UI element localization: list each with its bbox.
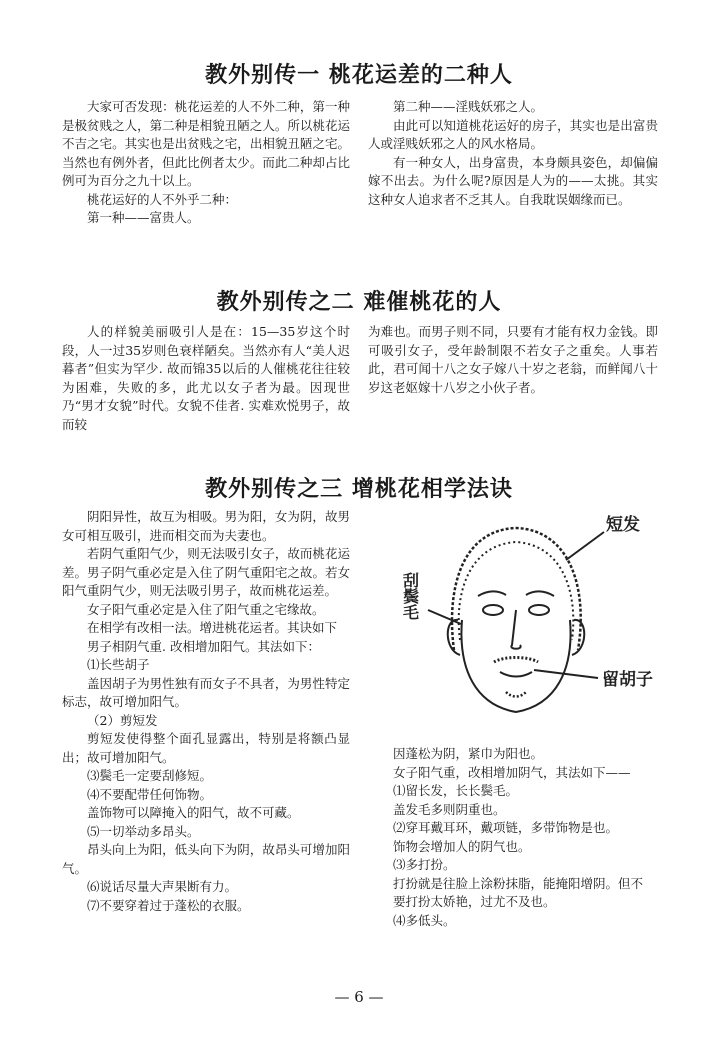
paragraph: 桃花运好的人不外乎二种： <box>87 191 238 207</box>
paragraph: 因蓬松为阴，紧巾为阳也。 <box>393 746 544 761</box>
list-item: ⑵穿耳戴耳环，戴项链，多带饰物是也。 <box>393 820 619 835</box>
face-illustration <box>366 500 666 735</box>
paragraph: 由此可以知道桃花运好的房子，其实也是出富贵人或淫贱妖邪之人的风水格局。 <box>368 117 658 151</box>
list-item: （2）剪短发 <box>87 712 158 728</box>
paragraph: 盖饰物可以障掩入的阳气，故不可藏。 <box>87 805 300 820</box>
list-item: ⑴留长发，长长鬓毛。 <box>393 783 519 798</box>
paragraph: 大家可否发现：桃花运差的人不外二种，第一种是极贫贱之人，第二种是相貌丑陋之人。所以桃花运不吉之宅。其实也是出贫贱之宅，出相貌丑陋之宅。当然也有例外者，但此比例者太少。而此二种却占比例可为百分之九十以上。 <box>62 99 350 188</box>
paragraph: 第二种——淫贱妖邪之人。 <box>393 99 544 114</box>
section-3-title: 教外别传之三 增桃花相学法诀 <box>205 477 513 502</box>
list-item: ⑺不要穿着过于蓬松的衣服。 <box>87 897 250 913</box>
section-3-left-column <box>62 508 350 915</box>
paragraph: 女子阳气重必定是入住了阳气重之宅缘故。 <box>87 601 325 617</box>
label-shave-sideburns: 刮鬓毛 <box>400 572 420 620</box>
paragraph: 有一种女人，出身富贵，本身颇具姿色，却偏偏嫁不出去。为什么呢?原因是人为的——太挑。其实这种女人追求者不乏其人。自我耽误姻缘而已。 <box>368 154 658 207</box>
section-1-title: 教外别传一 桃花运差的二种人 <box>205 63 513 88</box>
list-item: ⑷不要配带任何饰物。 <box>87 786 213 802</box>
section-1-right-column <box>368 98 658 209</box>
list-item: ⑸一切举动多昂头。 <box>87 823 200 839</box>
paragraph: 若阴气重阳气少，则无法吸引女子，故而桃花运差。男子阴气重必定是入住了阴气重阳宅之故。若女阳气重阴气少，则无法吸引男子，故而桃花运差。 <box>62 546 350 598</box>
section-2-title: 教外别传之二 难催桃花的人 <box>216 290 502 315</box>
section-2-right-column <box>368 323 658 397</box>
paragraph: 第一种——富贵人。 <box>87 210 200 225</box>
paragraph: 在相学有改相一法。增进桃花运者。其诀如下 <box>87 620 338 635</box>
paragraph: 要打扮太娇艳，过尤不及也。 <box>393 894 556 909</box>
list-item: ⑶鬓毛一定要刮修短。 <box>87 768 213 783</box>
section-2-left-column <box>62 323 350 434</box>
list-item: ⑴长些胡子 <box>87 657 150 672</box>
section-1-left-column <box>62 98 350 228</box>
list-item: ⑶多打扮。 <box>393 857 456 872</box>
paragraph: 剪短发使得整个面孔显露出，特别是将额凸显出；故可增加阳气。 <box>62 731 350 765</box>
paragraph: 阴阳异性，故互为相吸。男为阳，女为阴，故男女可相互吸引，进而相交而为夫妻也。 <box>62 509 350 543</box>
list-item: ⑷多低头。 <box>393 912 456 928</box>
paragraph: 女子阳气重，改相增加阴气，其法如下—— <box>393 764 631 780</box>
label-short-hair: 短发 <box>606 515 640 535</box>
paragraph: 盖因胡子为男性独有而女子不具者，为男性特定标志，故可增加阳气。 <box>62 675 350 709</box>
list-item: ⑹说话尽量大声果断有力。 <box>87 879 238 894</box>
paragraph: 昂头向上为阳，低头向下为阴，故昂头可增加阳气。 <box>62 842 350 876</box>
paragraph: 打扮就是往脸上涂粉抹脂，能掩阳增阴。但不 <box>393 875 644 891</box>
page-number: — 6 — <box>334 988 384 1006</box>
paragraph: 饰物会增加人的阴气也。 <box>393 838 531 854</box>
section-3-right-column <box>368 745 658 930</box>
label-grow-beard: 留胡子 <box>602 670 653 690</box>
paragraph: 人的样貌美丽吸引人是在：15—35岁这个时段，人一过35岁则色衰样陋矣。当然亦有人“美人迟暮者”但实为罕少. 故而锦35以后的人催桃花往往较为困难，失败的多，此尤以女子者为最。因现世乃“男才女貌”时代。女貌不佳者. 实难欢悦男子，故而较 <box>62 324 350 432</box>
paragraph: 男子相阴气重. 改相增加阳气。其法如下： <box>87 638 320 654</box>
paragraph: 为难也。而男子则不同，只要有才能有权力金钱。即可吸引女子，受年龄制限不若女子之重矣。人事若此，君可闻十八之女子嫁八十岁之老翁，而鲜闻八十岁这老妪嫁十八岁之小伙子者。 <box>368 324 658 395</box>
paragraph: 盖发毛多则阴重也。 <box>393 801 506 817</box>
